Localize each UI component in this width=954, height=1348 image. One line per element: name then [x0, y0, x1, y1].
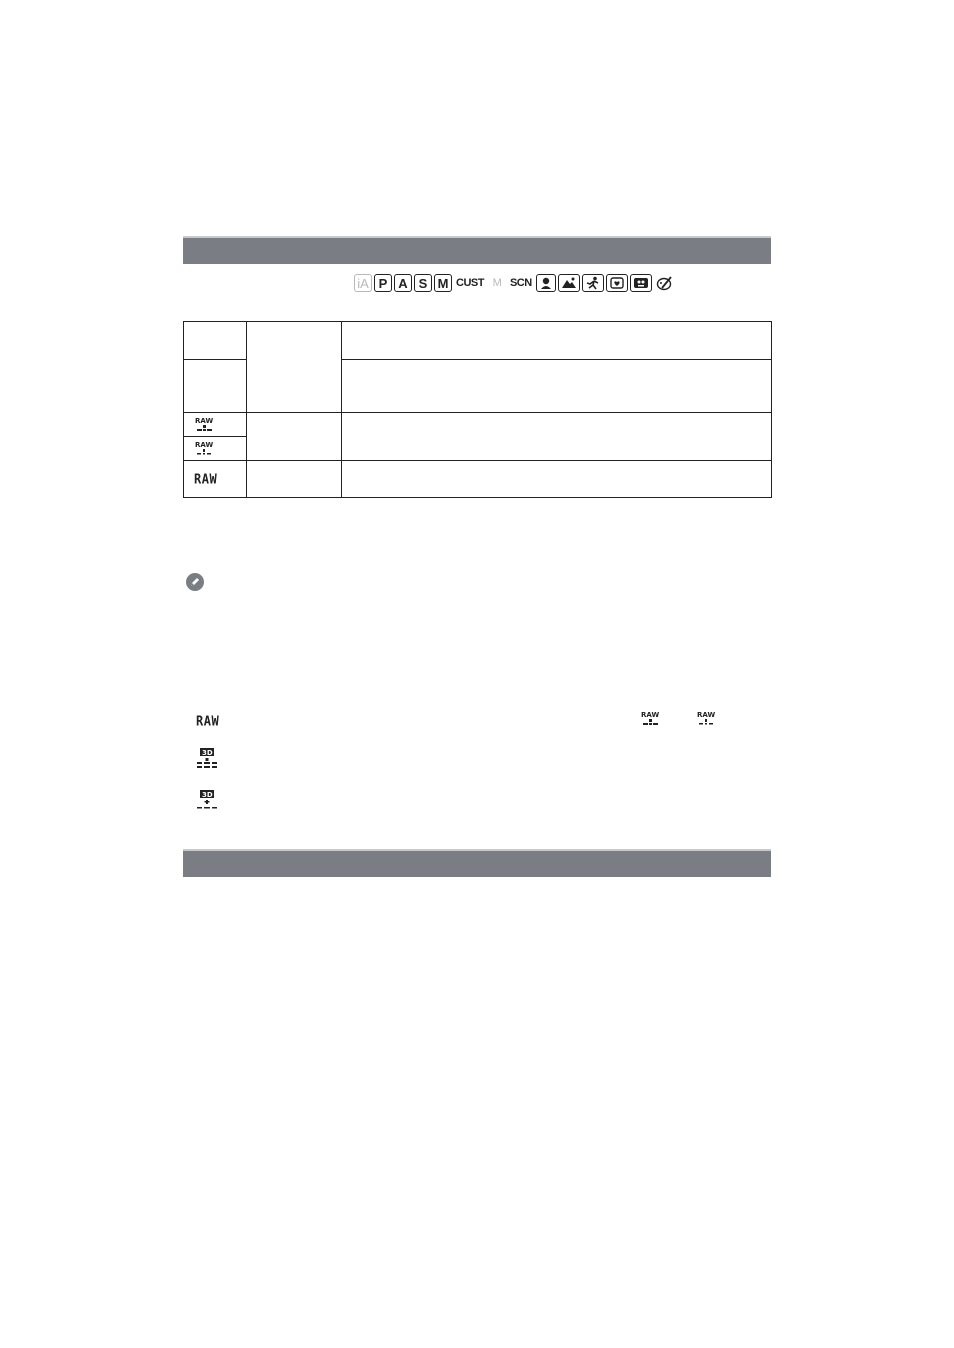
- list-item: [640, 710, 660, 733]
- raw-only-icon: RAW: [194, 471, 218, 487]
- raw-fine-icon-text: RAW: [641, 711, 660, 719]
- raw-standard-icon: [696, 710, 716, 728]
- raw-standard-icon: [194, 440, 214, 458]
- table-cell-icon: [184, 437, 247, 461]
- close-up-mode-icon: [606, 274, 628, 292]
- portrait-mode-icon: [536, 274, 556, 292]
- table-cell-icon: [184, 413, 247, 437]
- scenery-mode-icon: [558, 274, 580, 292]
- scene-mode-icon: SCN: [509, 276, 532, 289]
- note-pencil-icon: [186, 573, 204, 591]
- custom-mode-icon: CUST: [456, 276, 484, 289]
- table-cell-description: [342, 413, 772, 461]
- table-cell-icon: [184, 360, 247, 413]
- intelligent-auto-icon: iA: [354, 274, 372, 292]
- table-cell-icon: [184, 461, 247, 498]
- section-header-bar: [183, 849, 771, 877]
- list-item: [196, 790, 218, 817]
- table-row: [184, 322, 772, 360]
- raw-standard-icon-text: RAW: [697, 711, 716, 719]
- list-item: [196, 712, 219, 730]
- table-cell-description: [342, 360, 772, 413]
- 3d-fine-icon: [196, 748, 218, 770]
- sports-mode-icon: [582, 274, 604, 292]
- 3d-standard-icon-text: 3D: [202, 791, 213, 799]
- creative-control-icon: [654, 274, 676, 292]
- table-cell-description: [342, 322, 772, 360]
- table-cell-setting: [247, 322, 342, 413]
- table-cell-setting: [247, 461, 342, 498]
- raw-standard-icon-text: RAW: [195, 440, 214, 449]
- quality-settings-table: [183, 321, 772, 498]
- manual-mode-icon: M: [434, 274, 452, 292]
- list-item: [696, 710, 716, 733]
- shutter-priority-icon: S: [414, 274, 432, 292]
- list-item: [196, 748, 218, 775]
- raw-fine-icon-text: RAW: [195, 416, 214, 425]
- night-portrait-mode-icon: [630, 274, 652, 292]
- table-cell-description: [342, 461, 772, 498]
- raw-fine-icon: [640, 710, 660, 728]
- table-row: [184, 461, 772, 498]
- 3d-fine-icon-text: 3D: [202, 749, 213, 757]
- program-mode-icon: P: [374, 274, 392, 292]
- section-header-bar: [183, 236, 771, 264]
- 3d-standard-icon: [196, 790, 218, 812]
- recording-mode-icons: [354, 272, 676, 294]
- table-cell-icon: [184, 322, 247, 360]
- raw-fine-icon: [194, 416, 214, 434]
- raw-only-icon: RAW: [196, 713, 220, 729]
- table-row: [184, 413, 772, 437]
- table-cell-setting: [247, 413, 342, 461]
- aperture-priority-icon: A: [394, 274, 412, 292]
- movie-mode-icon: M: [492, 276, 502, 289]
